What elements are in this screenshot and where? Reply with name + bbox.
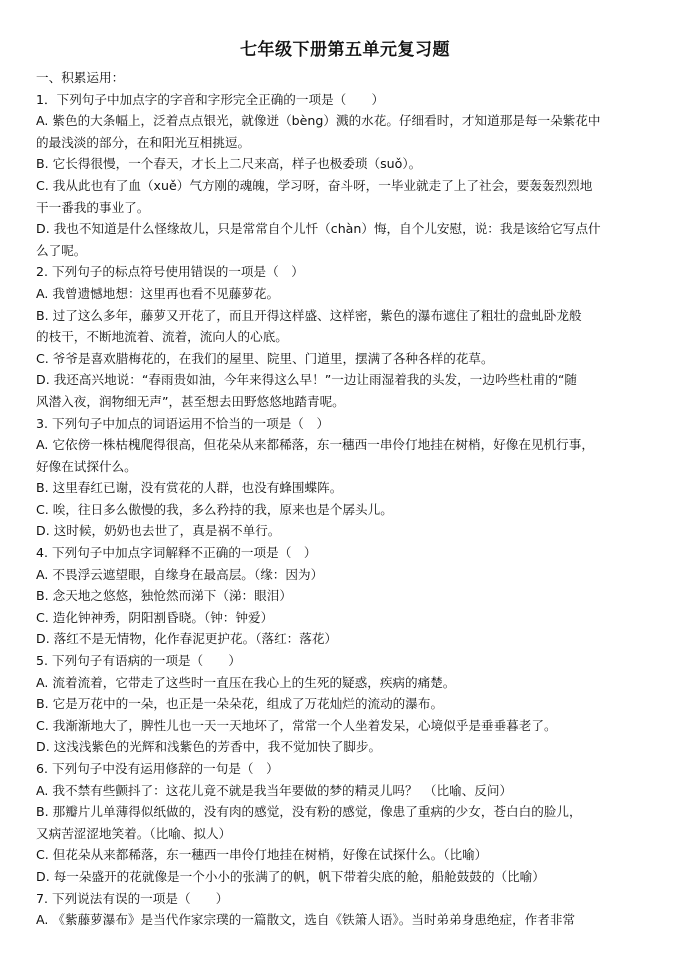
text-line: C. 爷爷是喜欢腊梅花的，在我们的屋里、院里、门道里，摆满了各种各样的花草。 — [36, 350, 494, 366]
text-line: D. 落红不是无情物，化作春泥更护花。（落红：落花） — [36, 631, 338, 647]
section-heading: 一、积累运用： — [36, 70, 125, 85]
text-line: C. 造化钟神秀，阴阳割昏晓。（钟：钟爱） — [36, 609, 274, 625]
text-line: B. 那瓣片儿单薄得似纸做的，没有肉的感觉，没有粉的感觉，像患了重病的少女，苍白白的脸儿， — [36, 804, 582, 820]
text-line: 的枝干，不断地流着、流着，流向人的心底。 — [36, 329, 288, 345]
text-line: 5. 下列句子有语病的一项是（ ） — [36, 653, 241, 669]
text-line: C. 我渐渐地大了，脾性儿也一天一天地坏了，常常一个人坐着发呆，心境似乎是垂垂暮老了。 — [36, 717, 557, 733]
text-line: A. 流着流着，它带走了这些时一直压在我心上的生死的疑惑，疾病的痛楚。 — [36, 674, 456, 690]
text-line: 干一番我的事业了。 — [36, 199, 150, 215]
text-line: 7. 下列说法有误的一项是（ ） — [36, 890, 229, 906]
text-line: D. 这浅浅紫色的光辉和浅紫色的芳香中，我不觉加快了脚步。 — [36, 739, 382, 755]
text-line: A. 它依傍一株枯槐爬得很高，但花朵从来都稀落，东一穗西一串伶仃地挂在树梢，好像在见机行事， — [36, 437, 594, 453]
text-line: 么了呢。 — [36, 242, 87, 258]
text-line: 1．下列句子中加点字的字音和字形完全正确的一项是（ ） — [36, 91, 385, 107]
text-line: D. 我也不知道是什么怪缘故儿，只是常常自个儿忏（chàn）悔，自个儿安慰，说：我是该给它写点什 — [36, 221, 601, 237]
text-line: 又病苦涩涩地笑着。（比喻、拟人） — [36, 825, 232, 841]
text-line: C. 唉，往日多么傲慢的我，多么矜持的我，原来也是个孱头儿。 — [36, 501, 393, 517]
text-line: B. 它长得很慢，一个春天，才长上二尺来高，样子也极委琐（suǒ）。 — [36, 156, 422, 172]
text-line: B. 过了这么多年，藤萝又开花了，而且开得这样盛、这样密，紫色的瀑布遮住了粗壮的盘虬卧龙般 — [36, 307, 582, 323]
text-line: 好像在试探什么。 — [36, 458, 137, 474]
page-title: 七年级下册第五单元复习题 — [240, 40, 450, 60]
text-line: A. 《紫藤萝瀑布》是当代作家宗璞的一篇散文，选自《铁箫人语》。当时弟弟身患绝症，作者非常 — [36, 912, 576, 928]
text-line: 的最浅淡的部分，在和阳光互相挑逗。 — [36, 134, 251, 150]
text-line: D. 每一朵盛开的花就像是一个小小的张满了的帆，帆下带着尖底的舱，船舱鼓鼓的（比喻） — [36, 868, 545, 884]
text-line: C. 但花朵从来都稀落，东一穗西一串伶仃地挂在树梢，好像在试探什么。（比喻） — [36, 847, 488, 863]
text-line: D. 我还高兴地说：“春雨贵如油，今年来得这么早！”一边让雨湿着我的头发，一边吟些杜甫的“随 — [36, 372, 578, 388]
text-line: A. 我曾遗憾地想：这里再也看不见藤萝花。 — [36, 285, 280, 301]
text-line: 风潜入夜，润物细无声”，甚至想去田野悠悠地踏青呢。 — [36, 393, 345, 409]
text-line: D. 这时候，奶奶也去世了，真是祸不单行。 — [36, 523, 281, 539]
text-line: 4. 下列句子中加点字词解释不正确的一项是（ ） — [36, 545, 317, 561]
text-line: 3. 下列句子中加点的词语运用不恰当的一项是（ ） — [36, 415, 330, 431]
text-line: A. 不畏浮云遮望眼，自缘身在最高层。（缘：因为） — [36, 566, 324, 582]
text-line: B. 它是万花中的一朵，也正是一朵朵花，组成了万花灿烂的流动的瀑布。 — [36, 696, 444, 712]
text-line: 2. 下列句子的标点符号使用错误的一项是（ ） — [36, 264, 304, 280]
text-line: 6. 下列句子中没有运用修辞的一句是（ ） — [36, 761, 279, 776]
text-line: B. 这里春红已谢，没有赏花的人群，也没有蜂围蝶阵。 — [36, 480, 343, 496]
text-line: B. 念天地之悠悠，独怆然而涕下（涕：眼泪） — [36, 588, 292, 604]
text-line: A. 我不禁有些颤抖了：这花儿竟不就是我当年要做的梦的精灵儿吗？ （比喻、反问） — [36, 782, 513, 798]
question-list — [36, 89, 654, 931]
text-line: C. 我从此也有了血（xuě）气方刚的魂魄，学习呀，奋斗呀，一毕业就走了上了社会，要轰轰烈烈地 — [36, 177, 593, 193]
text-line: A. 紫色的大条幅上，泛着点点银光，就像迸（bèng）溅的水花。仔细看时，才知道那是每一朵紫花中 — [36, 113, 601, 129]
